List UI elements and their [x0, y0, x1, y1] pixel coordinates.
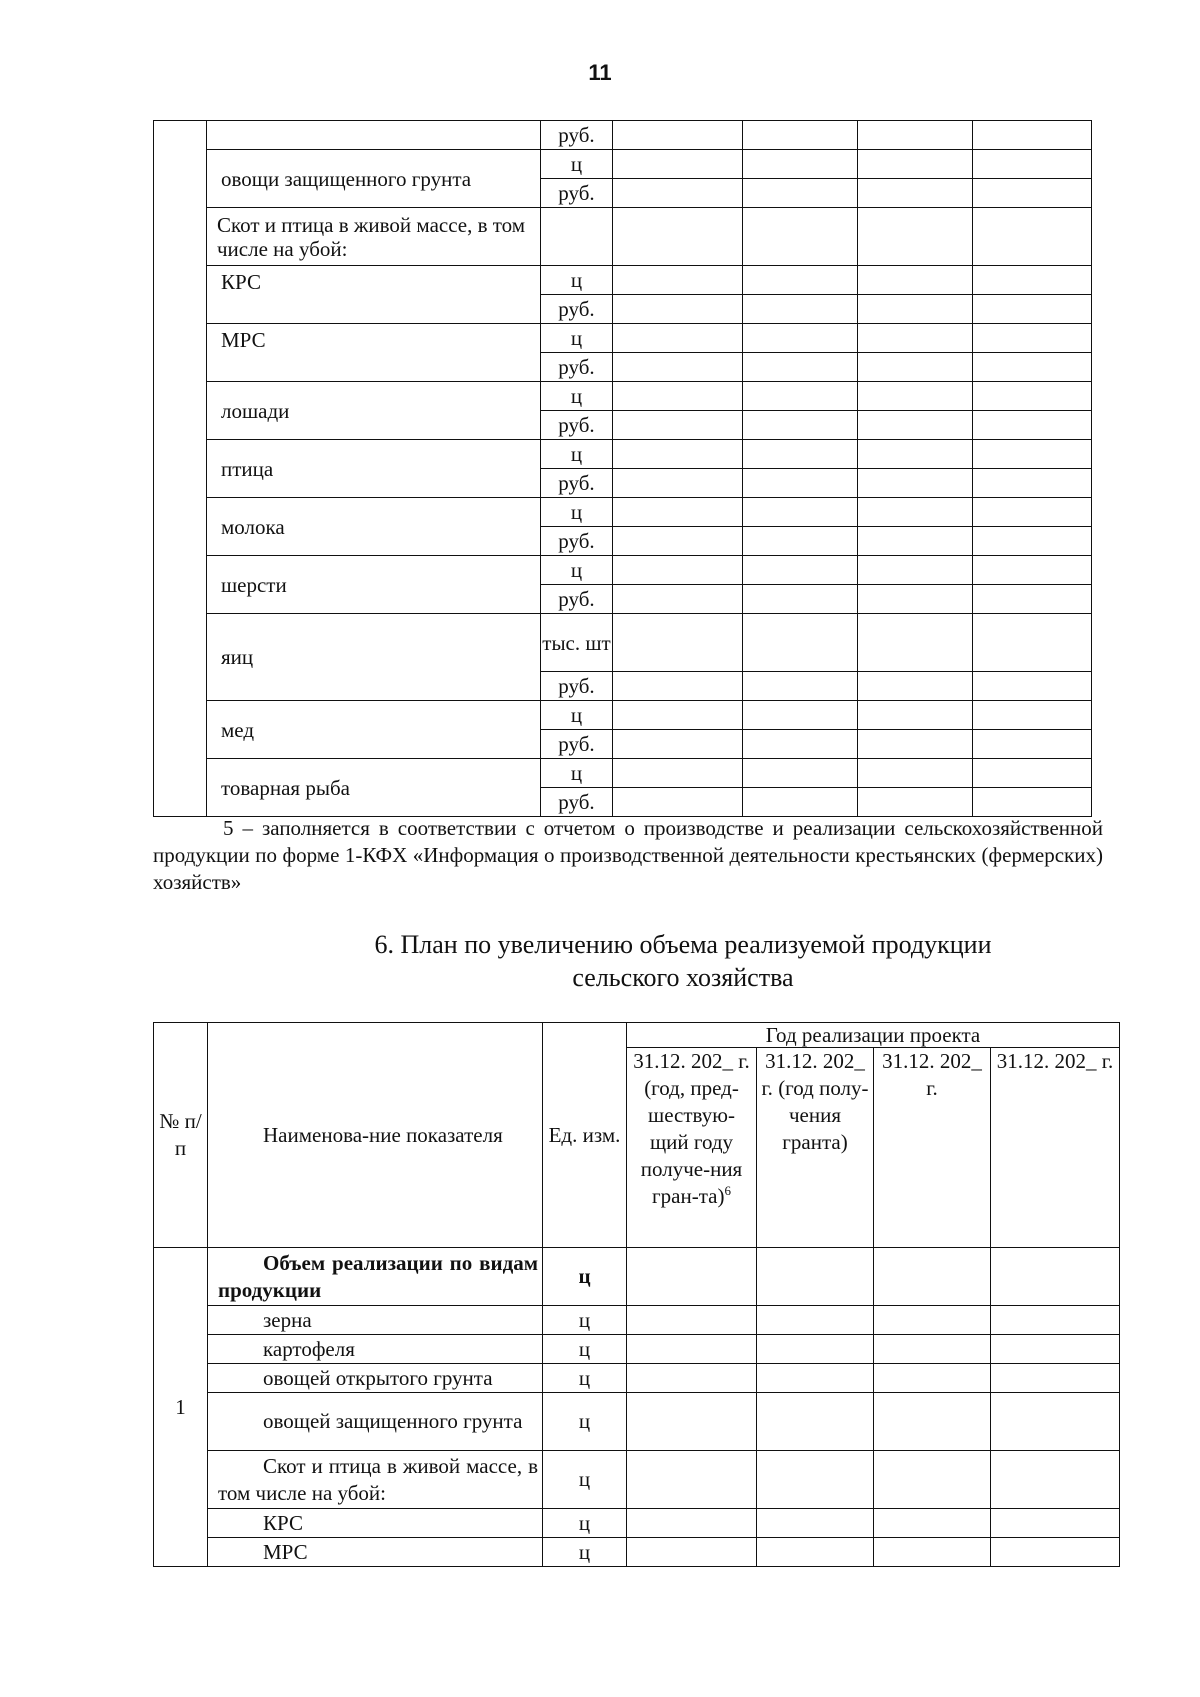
table-row — [154, 266, 1092, 295]
value-cell[interactable] — [613, 150, 743, 179]
value-cell[interactable] — [613, 701, 743, 730]
unit-cell: ц — [541, 266, 613, 295]
year-date: 31.12. 202_ г. — [996, 1049, 1114, 1073]
value-cell[interactable] — [613, 498, 743, 527]
value-cell[interactable] — [991, 1248, 1120, 1306]
year-note: (год, пред-шествую-щий году получе-ния гран-та) — [640, 1076, 743, 1208]
value-cell[interactable] — [858, 266, 973, 295]
unit-cell: ц — [541, 556, 613, 585]
table-row — [154, 498, 1092, 527]
row-label: Скот и птица в живой массе, в том числе на убой: — [207, 208, 541, 266]
value-cell[interactable] — [991, 1306, 1120, 1335]
value-cell[interactable] — [627, 1364, 757, 1393]
table-row — [154, 1393, 1120, 1451]
year-date: 31.12. 202_ г. — [761, 1049, 865, 1100]
column-header-year — [874, 1048, 991, 1248]
table-row — [154, 1248, 1120, 1306]
row-label — [208, 1451, 543, 1509]
value-cell[interactable] — [874, 1393, 991, 1451]
unit-cell: руб. — [541, 121, 613, 150]
unit-cell: руб. — [541, 527, 613, 556]
table-row — [154, 382, 1092, 411]
value-cell[interactable] — [973, 150, 1092, 179]
value-cell[interactable] — [973, 121, 1092, 150]
value-cell[interactable] — [613, 353, 743, 382]
value-cell[interactable] — [973, 585, 1092, 614]
value-cell[interactable] — [991, 1364, 1120, 1393]
row-label: товарная рыба — [207, 759, 541, 817]
unit-cell: руб. — [541, 585, 613, 614]
value-cell[interactable] — [874, 1538, 991, 1567]
row-label: МРС — [207, 324, 541, 382]
unit-cell: руб. — [541, 788, 613, 817]
value-cell[interactable] — [743, 469, 858, 498]
value-cell[interactable] — [858, 179, 973, 208]
value-cell[interactable] — [627, 1538, 757, 1567]
value-cell[interactable] — [743, 121, 858, 150]
table-row — [154, 208, 1092, 266]
value-cell[interactable] — [858, 788, 973, 817]
value-cell[interactable] — [743, 527, 858, 556]
row-label: шерсти — [207, 556, 541, 614]
table-row — [154, 759, 1092, 788]
year-date: 31.12. 202_ г. — [633, 1049, 750, 1073]
value-cell[interactable] — [973, 440, 1092, 469]
value-cell[interactable] — [613, 527, 743, 556]
value-cell[interactable] — [858, 121, 973, 150]
value-cell[interactable] — [858, 440, 973, 469]
value-cell[interactable] — [613, 672, 743, 701]
value-cell[interactable] — [757, 1451, 874, 1509]
table-header-row — [154, 1023, 1120, 1048]
section-number-cell: 1 — [154, 1248, 208, 1567]
row-label: яиц — [207, 614, 541, 701]
value-cell[interactable] — [743, 672, 858, 701]
value-cell[interactable] — [627, 1509, 757, 1538]
value-cell[interactable] — [613, 759, 743, 788]
section-title — [153, 928, 1200, 994]
value-cell[interactable] — [743, 498, 858, 527]
page-number: 11 — [588, 60, 612, 85]
table-row — [154, 1538, 1120, 1567]
row-label — [208, 1248, 543, 1306]
value-cell[interactable] — [613, 208, 743, 266]
value-cell[interactable] — [627, 1335, 757, 1364]
row-label — [207, 121, 541, 150]
value-cell[interactable] — [991, 1451, 1120, 1509]
value-cell[interactable] — [613, 324, 743, 353]
value-cell[interactable] — [874, 1248, 991, 1306]
value-cell[interactable] — [627, 1306, 757, 1335]
value-cell[interactable] — [627, 1248, 757, 1306]
production-table-continued — [153, 120, 1092, 817]
value-cell[interactable] — [874, 1364, 991, 1393]
unit-cell: ц — [543, 1393, 627, 1451]
column-header-number: № п/п — [154, 1023, 208, 1248]
row-label: лошади — [207, 382, 541, 440]
value-cell[interactable] — [973, 324, 1092, 353]
column-header-year — [627, 1048, 757, 1248]
value-cell[interactable] — [743, 150, 858, 179]
value-cell[interactable] — [874, 1335, 991, 1364]
value-cell[interactable] — [757, 1364, 874, 1393]
value-cell[interactable] — [858, 672, 973, 701]
footnote: 5 – заполняется в соответствии с отчетом о производстве и реализации сельскохозяйственной продукции по форме 1-КФХ «Информация о производственной деятельности крестьянских (фермерских) хозяйств» — [153, 816, 1103, 894]
value-cell[interactable] — [973, 382, 1092, 411]
value-cell[interactable] — [743, 759, 858, 788]
unit-cell: ц — [541, 382, 613, 411]
unit-cell: руб. — [541, 672, 613, 701]
value-cell[interactable] — [973, 498, 1092, 527]
unit-cell: тыс. шт — [541, 614, 613, 672]
unit-cell: руб. — [541, 353, 613, 382]
row-label-text: овощей защищенного грунта — [263, 1409, 523, 1433]
value-cell[interactable] — [858, 527, 973, 556]
unit-cell: ц — [543, 1538, 627, 1567]
value-cell[interactable] — [858, 759, 973, 788]
value-cell[interactable] — [874, 1509, 991, 1538]
unit-cell: ц — [541, 759, 613, 788]
table-row — [154, 121, 1092, 150]
value-cell[interactable] — [858, 585, 973, 614]
value-cell[interactable] — [973, 759, 1092, 788]
value-cell[interactable] — [613, 614, 743, 672]
value-cell[interactable] — [973, 672, 1092, 701]
value-cell[interactable] — [973, 788, 1092, 817]
value-cell[interactable] — [991, 1538, 1120, 1567]
unit-cell: ц — [543, 1451, 627, 1509]
table-row — [154, 614, 1092, 672]
value-cell[interactable] — [973, 411, 1092, 440]
unit-cell: ц — [543, 1306, 627, 1335]
table-row — [154, 440, 1092, 469]
row-label: картофеля — [208, 1335, 543, 1364]
value-cell[interactable] — [973, 469, 1092, 498]
row-number-cell — [154, 121, 207, 817]
value-cell[interactable] — [743, 440, 858, 469]
unit-cell: ц — [543, 1364, 627, 1393]
unit-cell: ц — [543, 1509, 627, 1538]
table-row — [154, 556, 1092, 585]
value-cell[interactable] — [743, 556, 858, 585]
value-cell[interactable] — [613, 585, 743, 614]
unit-cell: руб. — [541, 469, 613, 498]
sales-plan-table — [153, 1022, 1120, 1567]
row-label-text: Скот и птица в живой массе, в том числе на убой: — [218, 1453, 538, 1505]
value-cell[interactable] — [973, 266, 1092, 295]
table-row — [154, 150, 1092, 179]
value-cell[interactable] — [973, 527, 1092, 556]
value-cell[interactable] — [858, 208, 973, 266]
value-cell[interactable] — [613, 440, 743, 469]
value-cell[interactable] — [743, 585, 858, 614]
row-label: птица — [207, 440, 541, 498]
value-cell[interactable] — [627, 1393, 757, 1451]
column-header-year — [991, 1048, 1120, 1248]
value-cell[interactable] — [613, 730, 743, 759]
value-cell[interactable] — [991, 1393, 1120, 1451]
row-label: зерна — [208, 1306, 543, 1335]
value-cell[interactable] — [613, 469, 743, 498]
value-cell[interactable] — [613, 556, 743, 585]
row-label: молока — [207, 498, 541, 556]
row-label: КРС — [208, 1509, 543, 1538]
value-cell[interactable] — [757, 1538, 874, 1567]
column-header-name — [208, 1023, 543, 1248]
value-cell[interactable] — [743, 382, 858, 411]
value-cell[interactable] — [757, 1393, 874, 1451]
value-cell[interactable] — [973, 556, 1092, 585]
value-cell[interactable] — [613, 788, 743, 817]
value-cell[interactable] — [757, 1509, 874, 1538]
value-cell[interactable] — [858, 701, 973, 730]
value-cell[interactable] — [973, 208, 1092, 266]
value-cell[interactable] — [613, 179, 743, 208]
value-cell[interactable] — [743, 353, 858, 382]
value-cell[interactable] — [973, 295, 1092, 324]
unit-cell — [541, 208, 613, 266]
unit-cell: руб. — [541, 411, 613, 440]
value-cell[interactable] — [991, 1509, 1120, 1538]
value-cell[interactable] — [858, 324, 973, 353]
row-label: мед — [207, 701, 541, 759]
table-row — [154, 1509, 1120, 1538]
value-cell[interactable] — [973, 730, 1092, 759]
unit-cell: ц — [543, 1335, 627, 1364]
row-label-text: Объем реализации по видам продукции — [218, 1250, 538, 1302]
value-cell[interactable] — [858, 556, 973, 585]
value-cell[interactable] — [743, 730, 858, 759]
value-cell[interactable] — [858, 353, 973, 382]
value-cell[interactable] — [757, 1248, 874, 1306]
section-title-line: сельского хозяйства — [572, 963, 794, 992]
table-row — [154, 1306, 1120, 1335]
column-header-unit: Ед. изм. — [543, 1023, 627, 1248]
value-cell[interactable] — [743, 614, 858, 672]
value-cell[interactable] — [858, 469, 973, 498]
table-row — [154, 701, 1092, 730]
table-row — [154, 324, 1092, 353]
value-cell[interactable] — [743, 208, 858, 266]
unit-cell: ц — [541, 701, 613, 730]
unit-cell: ц — [541, 324, 613, 353]
table-row — [154, 1451, 1120, 1509]
unit-cell: руб. — [541, 179, 613, 208]
value-cell[interactable] — [743, 179, 858, 208]
unit-cell: ц — [541, 440, 613, 469]
unit-cell: руб. — [541, 730, 613, 759]
value-cell[interactable] — [973, 353, 1092, 382]
column-header-year — [757, 1048, 874, 1248]
footnote-marker: 6 — [724, 1183, 731, 1198]
value-cell[interactable] — [858, 382, 973, 411]
value-cell[interactable] — [613, 266, 743, 295]
value-cell[interactable] — [613, 382, 743, 411]
value-cell[interactable] — [613, 295, 743, 324]
value-cell[interactable] — [973, 701, 1092, 730]
value-cell[interactable] — [743, 701, 858, 730]
year-date: 31.12. 202_ г. — [882, 1049, 982, 1100]
value-cell[interactable] — [743, 788, 858, 817]
value-cell[interactable] — [973, 614, 1092, 672]
table-row — [154, 1364, 1120, 1393]
row-label — [208, 1393, 543, 1451]
value-cell[interactable] — [858, 150, 973, 179]
value-cell[interactable] — [973, 179, 1092, 208]
column-header-group: Год реализации проекта — [627, 1023, 1120, 1048]
value-cell[interactable] — [627, 1451, 757, 1509]
table-row — [154, 1335, 1120, 1364]
unit-cell: руб. — [541, 295, 613, 324]
section-title-line: 6. План по увеличению объема реализуемой продукции — [374, 930, 992, 959]
value-cell[interactable] — [613, 411, 743, 440]
value-cell[interactable] — [874, 1451, 991, 1509]
row-label: КРС — [207, 266, 541, 324]
year-note: (год полу-чения гранта) — [778, 1076, 869, 1154]
unit-cell: ц — [541, 498, 613, 527]
unit-cell: ц — [543, 1248, 627, 1306]
row-label: овощи защищенного грунта — [207, 150, 541, 208]
value-cell[interactable] — [743, 411, 858, 440]
value-cell[interactable] — [613, 121, 743, 150]
value-cell[interactable] — [757, 1335, 874, 1364]
value-cell[interactable] — [743, 266, 858, 295]
value-cell[interactable] — [858, 614, 973, 672]
value-cell[interactable] — [743, 324, 858, 353]
row-label: МРС — [208, 1538, 543, 1567]
value-cell[interactable] — [858, 498, 973, 527]
column-header-name-text: Наименова-ние показателя — [263, 1122, 503, 1147]
value-cell[interactable] — [757, 1306, 874, 1335]
value-cell[interactable] — [858, 411, 973, 440]
value-cell[interactable] — [743, 295, 858, 324]
unit-cell: ц — [541, 150, 613, 179]
value-cell[interactable] — [991, 1335, 1120, 1364]
value-cell[interactable] — [858, 295, 973, 324]
value-cell[interactable] — [874, 1306, 991, 1335]
row-label: овощей открытого грунта — [208, 1364, 543, 1393]
value-cell[interactable] — [858, 730, 973, 759]
